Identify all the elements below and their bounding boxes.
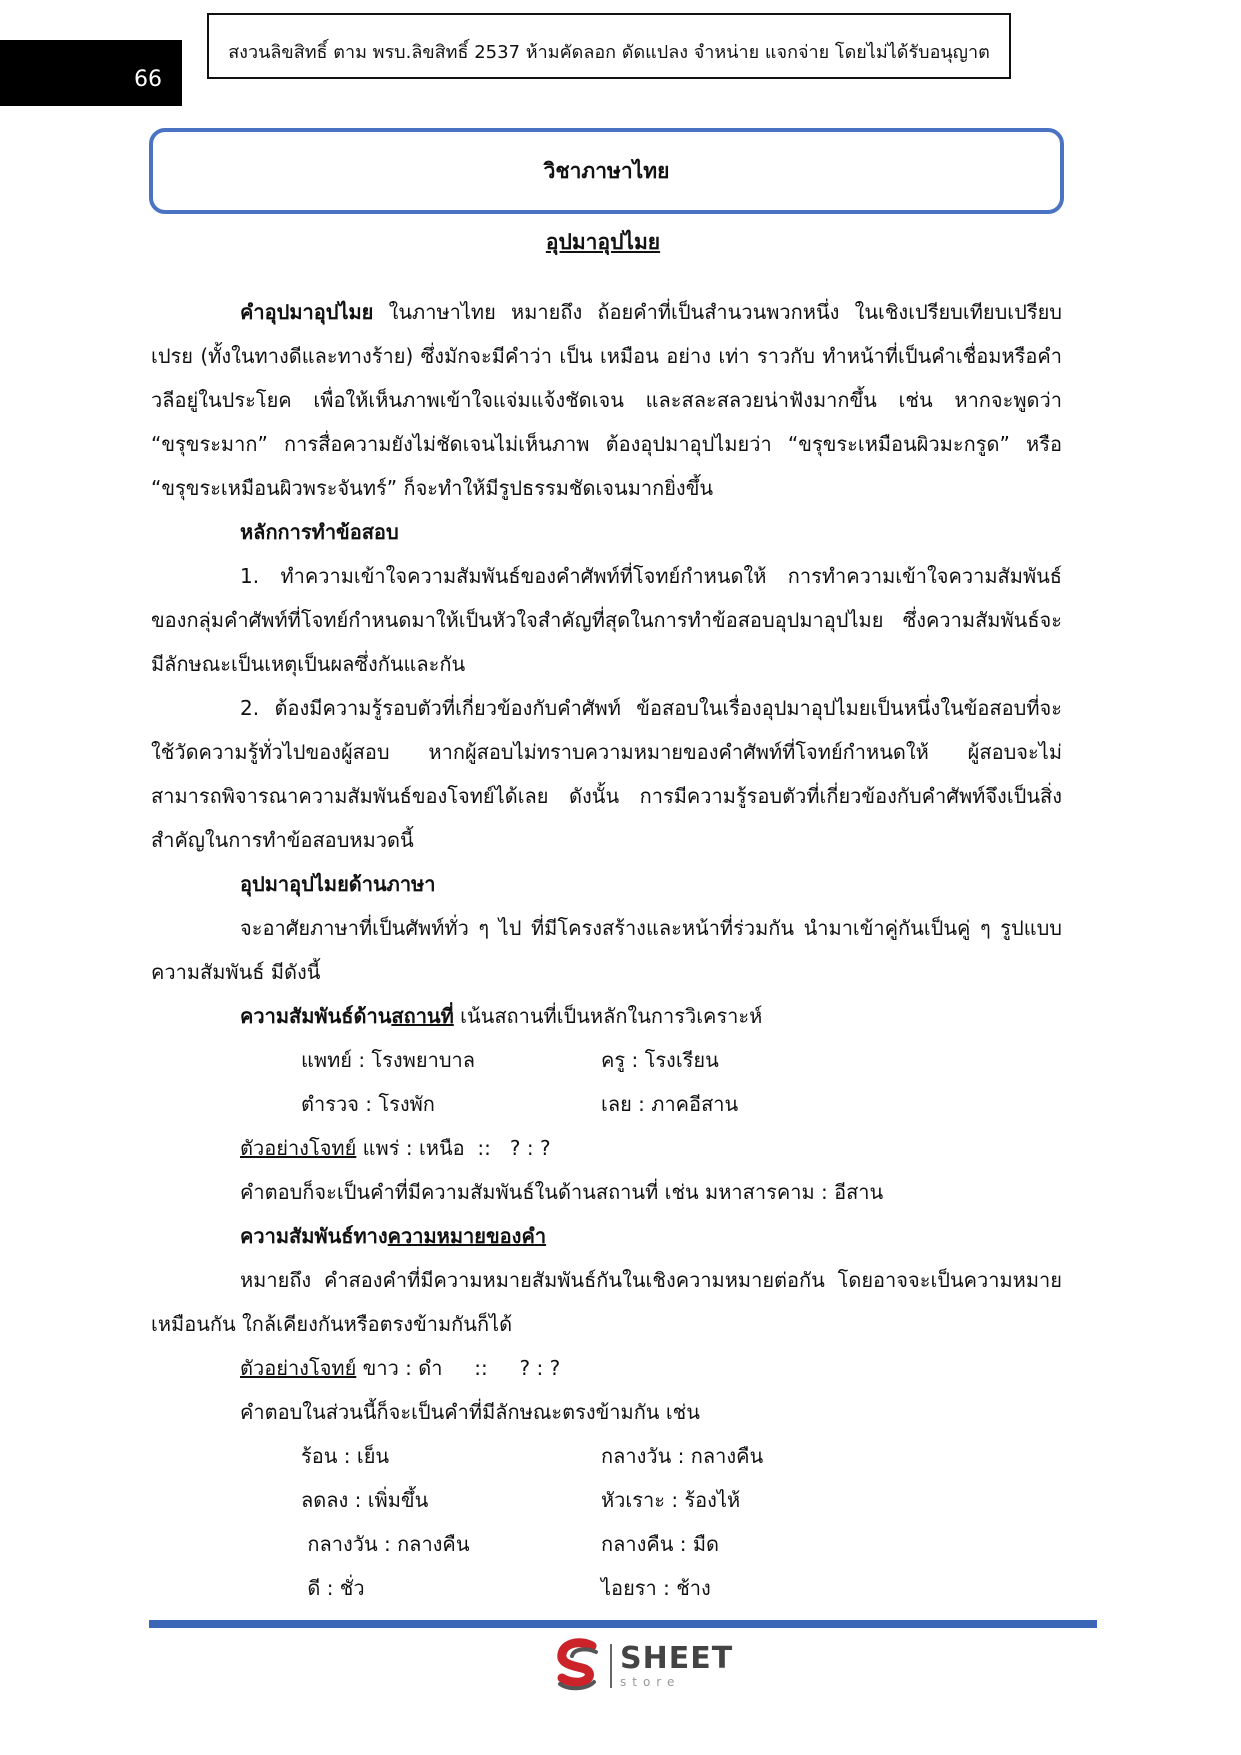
meaning-pair-row xyxy=(151,1522,1062,1566)
subject-title: วิชาภาษาไทย xyxy=(543,158,670,183)
sheet-store-s-logo-icon xyxy=(552,1638,606,1694)
language-heading: อุปมาอุปไมยด้านภาษา xyxy=(240,872,436,896)
example-label: ตัวอย่างโจทย์ xyxy=(240,1136,357,1160)
footer-divider xyxy=(149,1620,1097,1628)
logo-text xyxy=(620,1641,734,1689)
logo-main-text: SHEET xyxy=(620,1641,734,1676)
pair-left: กลางวัน : กลางคืน xyxy=(301,1532,470,1556)
place-pair-row xyxy=(151,1082,1062,1126)
place-heading-underlined: สถานที่ xyxy=(391,1004,454,1028)
intro-term: คำอุปมาอุปไมย xyxy=(240,300,374,324)
meaning-pair-row xyxy=(151,1566,1062,1610)
pair-right: ครู : โรงเรียน xyxy=(601,1048,719,1072)
sheet-store-logo xyxy=(552,1638,733,1694)
pair-right: หัวเราะ : ร้องไห้ xyxy=(601,1488,741,1512)
logo-divider xyxy=(610,1644,612,1688)
page-number: 66 xyxy=(0,40,182,106)
copyright-notice: สงวนลิขสิทธิ์ ตาม พรบ.ลิขสิทธิ์ 2537 ห้ามคัดลอก ดัดแปลง จำหน่าย แจกจ่าย โดยไม่ได้รับอนุญาต xyxy=(207,13,1011,79)
pair-left: แพทย์ : โรงพยาบาล xyxy=(301,1048,475,1072)
pair-left: ตำรวจ : โรงพัก xyxy=(301,1092,435,1116)
intro-paragraph xyxy=(151,290,1062,510)
meaning-pair-row xyxy=(151,1478,1062,1522)
pair-left: ดี : ชั่ว xyxy=(301,1576,365,1600)
pair-right: กลางคืน : มืด xyxy=(601,1532,720,1556)
subject-title-box xyxy=(149,128,1064,214)
topic-heading: อุปมาอุปไมย xyxy=(545,230,661,254)
pair-right: ไอยรา : ช้าง xyxy=(601,1576,711,1600)
place-answer: คำตอบก็จะเป็นคำที่มีความสัมพันธ์ในด้านสถานที่ เช่น มหาสารคาม : อีสาน xyxy=(240,1180,884,1204)
pair-right: กลางวัน : กลางคืน xyxy=(601,1444,764,1468)
language-paragraph: จะอาศัยภาษาที่เป็นศัพท์ทั่ว ๆ ไป ที่มีโครงสร้างและหน้าที่ร่วมกัน นำมาเข้าคู่กันเป็นคู่ ๆ รูปแบบความสัมพันธ์ มีดังนี้ xyxy=(151,916,1062,984)
meaning-answer: คำตอบในส่วนนี้ก็จะเป็นคำที่มีลักษณะตรงข้ามกัน เช่น xyxy=(240,1400,700,1424)
meaning-heading xyxy=(151,1214,1062,1258)
place-example xyxy=(151,1126,1062,1170)
place-heading-suffix: เน้นสถานที่เป็นหลักในการวิเคราะห์ xyxy=(453,1004,763,1028)
place-heading-prefix: ความสัมพันธ์ด้าน xyxy=(240,1004,392,1028)
meaning-pair-row xyxy=(151,1434,1062,1478)
place-pair-row xyxy=(151,1038,1062,1082)
intro-text: ในภาษาไทย หมายถึง ถ้อยคำที่เป็นสำนวนพวกหนึ่ง ในเชิงเปรียบเทียบเปรียบเปรย (ทั้งในทางดีและทางร้าย) ซึ่งมักจะมีคำว่า เป็น เหมือน อย่าง เท่า ราวกับ ทำหน้าที่เป็นคำเชื่อมหรือคำวลีอยู่ในประโยค เพื่อให้เห็นภาพเข้าใจแจ่มแจ้งชัดเจน และสละสลวยน่าฟังมากขึ้น เช่น หากจะพูดว่า “ขรุขระมาก” การสื่อความยังไม่ชัดเจนไม่เห็นภาพ ต้องอุปมาอุปไมยว่า “ขรุขระเหมือนผิวมะกรูด” หรือ “ขรุขระเหมือนผิวพระจันทร์” ก็จะทำให้มีรูปธรรมชัดเจนมากยิ่งขึ้น xyxy=(151,300,1062,500)
pair-right: เลย : ภาคอีสาน xyxy=(601,1092,739,1116)
principle-item-2: 2. ต้องมีความรู้รอบตัวที่เกี่ยวข้องกับคำศัพท์ ข้อสอบในเรื่องอุปมาอุปไมยเป็นหนึ่งในข้อสอบที่จะใช้วัดความรู้ทั่วไปของผู้สอบ หากผู้สอบไม่ทราบความหมายของคำศัพท์ที่โจทย์กำหนดให้ ผู้สอบจะไม่สามารถพิจารณาความสัมพันธ์ของโจทย์ได้เลย ดังนั้น การมีความรู้รอบตัวที่เกี่ยวข้องกับคำศัพท์จึงเป็นสิ่งสำคัญในการทำข้อสอบหมวดนี้ xyxy=(151,696,1062,852)
meaning-paragraph: หมายถึง คำสองคำที่มีความหมายสัมพันธ์กันในเชิงความหมายต่อกัน โดยอาจจะเป็นความหมายเหมือนกัน ใกล้เคียงกันหรือตรงข้ามกันก็ได้ xyxy=(151,1268,1062,1336)
meaning-heading-underlined: ความหมายของคำ xyxy=(387,1224,547,1248)
example-text: ขาว : ดำ :: ? : ? xyxy=(356,1356,561,1380)
example-text: แพร่ : เหนือ :: ? : ? xyxy=(356,1136,551,1160)
example-label: ตัวอย่างโจทย์ xyxy=(240,1356,357,1380)
meaning-heading-prefix: ความสัมพันธ์ทาง xyxy=(240,1224,388,1248)
document-body xyxy=(151,290,1062,1610)
principles-heading: หลักการทำข้อสอบ xyxy=(240,520,399,544)
pair-left: ลดลง : เพิ่มขึ้น xyxy=(301,1488,429,1512)
logo-sub-text: store xyxy=(620,1675,681,1689)
principle-item-1: 1. ทำความเข้าใจความสัมพันธ์ของคำศัพท์ที่โจทย์กำหนดให้ การทำความเข้าใจความสัมพันธ์ของกลุ่มคำศัพท์ที่โจทย์กำหนดมาให้เป็นหัวใจสำคัญที่สุดในการทำข้อสอบอุปมาอุปไมย ซึ่งความสัมพันธ์จะมีลักษณะเป็นเหตุเป็นผลซึ่งกันและกัน xyxy=(151,564,1062,676)
meaning-example xyxy=(151,1346,1062,1390)
place-heading xyxy=(151,994,1062,1038)
pair-left: ร้อน : เย็น xyxy=(301,1444,390,1468)
